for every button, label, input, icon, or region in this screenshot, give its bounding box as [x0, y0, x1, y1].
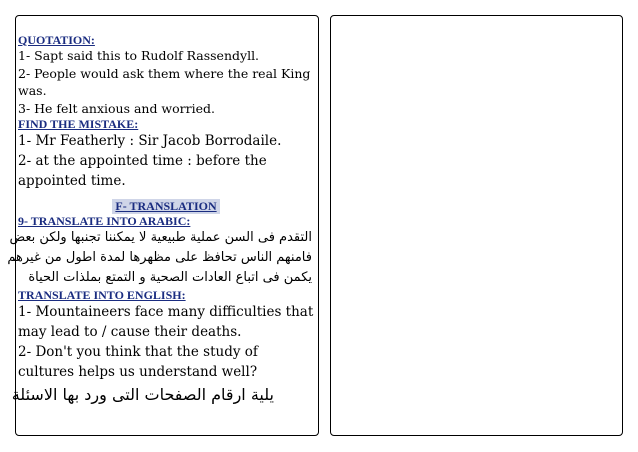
quotation-line: was. [18, 83, 47, 98]
mistake-line: 2- at the appointed time : before the [18, 153, 267, 169]
quotation-line: 1- Sapt said this to Rudolf Rassendyll. [18, 48, 260, 63]
arabic-line: التقدم فى السن عملية طبيعية لا يمكننا تجنبها ولكن بعض [9, 230, 312, 245]
quotation-heading: QUOTATION: [18, 33, 95, 47]
mistake-heading: FIND THE MISTAKE: [18, 117, 139, 131]
arabic-translation-heading: 9- TRANSLATE INTO ARABIC: [18, 214, 191, 228]
english-translation-heading: TRANSLATE INTO ENGLISH: [18, 288, 186, 302]
answers-panel [7, 15, 319, 436]
arabic-footer-note: يلية ارقام الصفحات التى ورد بها الاسئلة [11, 385, 274, 404]
english-line: may lead to / cause their deaths. [18, 324, 242, 340]
mistake-line: appointed time. [18, 173, 126, 189]
english-line: 2- Don't you think that the study of [18, 344, 258, 360]
quotation-line: 2- People would ask them where the real King [18, 65, 311, 81]
arabic-line: يكمن فى اتباع العادات الصحية و التمتع بملذات الحياة [28, 270, 312, 285]
translation-banner-label: F- TRANSLATION [112, 199, 219, 214]
english-line: cultures helps us understand well? [18, 364, 258, 380]
blank-panel [330, 15, 623, 436]
arabic-line: فامنهم الناس تحافظ على مظهرها لمدة اطول من غيرهم [7, 250, 312, 265]
translation-banner [18, 197, 314, 214]
quotation-line: 3- He felt anxious and worried. [18, 100, 215, 116]
english-line: 1- Mountaineers face many difficulties that [18, 304, 314, 320]
mistake-line: 1- Mr Featherly : Sir Jacob Borrodaile. [18, 133, 282, 149]
